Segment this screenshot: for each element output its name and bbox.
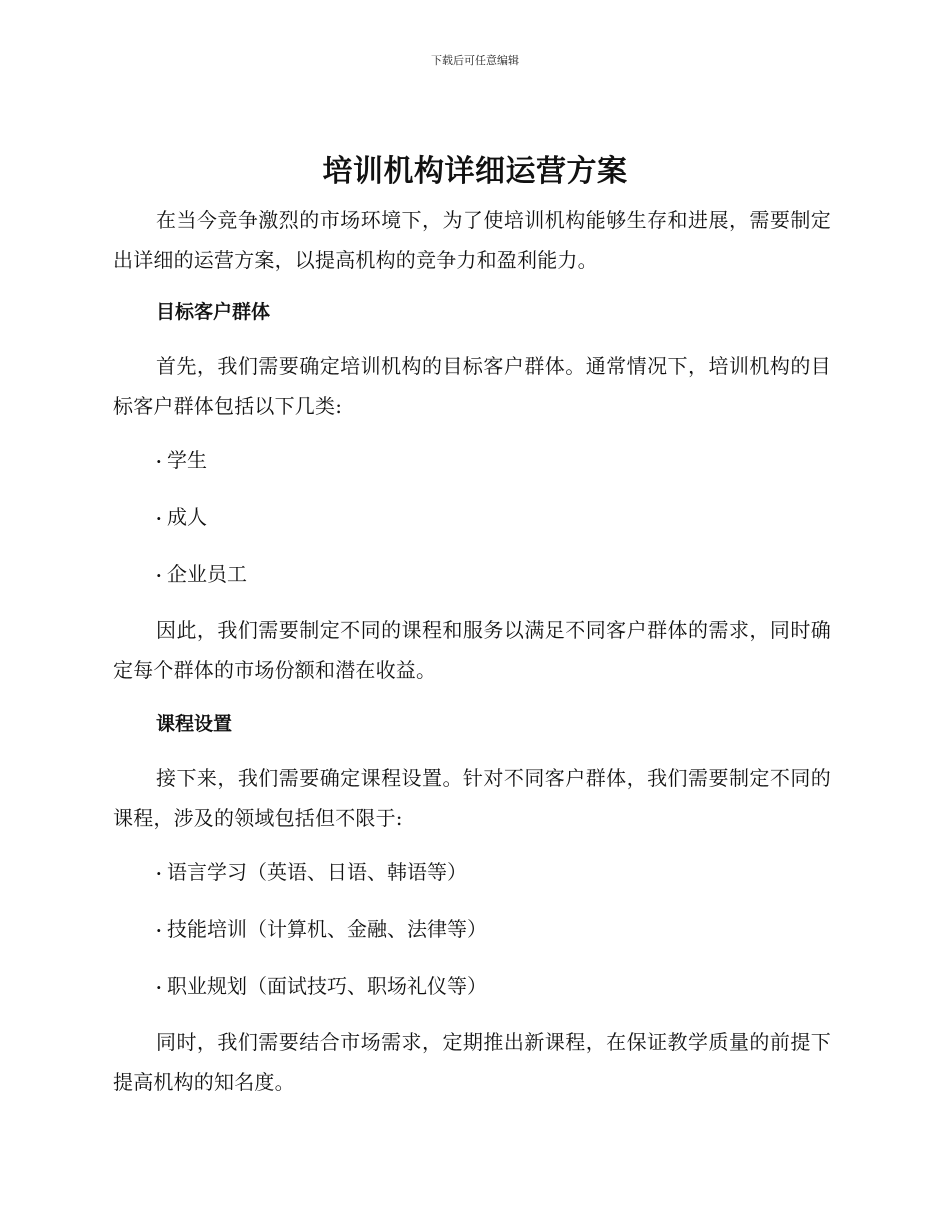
- list-item: [113, 909, 831, 951]
- section-heading-target-customers: 目标客户群体: [156, 301, 271, 323]
- list-item: [113, 440, 831, 482]
- page-header-note: 下载后可任意编辑: [431, 54, 519, 67]
- bullet-dot-icon: ·: [156, 509, 162, 528]
- bullet-dot-icon: ·: [156, 452, 162, 471]
- intro-paragraph: 在当今竞争激烈的市场环境下，为了使培训机构能够生存和进展，需要制定出详细的运营方案，以提高机构的竞争力和盈利能力。: [113, 208, 831, 272]
- list-item: [113, 497, 831, 539]
- list-item: [113, 966, 831, 1008]
- target-customers-paragraph: 首先，我们需要确定培训机构的目标客户群体。通常情况下，培训机构的目标客户群体包括以下几类:: [113, 354, 831, 418]
- list-item: [113, 554, 831, 596]
- target-customers-closing-paragraph: 因此，我们需要制定不同的课程和服务以满足不同客户群体的需求，同时确定每个群体的市场份额和潜在收益。: [113, 618, 831, 682]
- list-item: [113, 852, 831, 894]
- bullet-dot-icon: ·: [156, 978, 162, 997]
- bullet-dot-icon: ·: [156, 566, 162, 585]
- document-body: [113, 200, 831, 1102]
- list-item-text: 语言学习（英语、日语、韩语等）: [167, 860, 467, 884]
- section-heading-course-setup: 课程设置: [156, 713, 233, 735]
- list-item-text: 职业规划（面试技巧、职场礼仪等）: [167, 974, 487, 998]
- document-title: 培训机构详细运营方案: [322, 154, 628, 189]
- bullet-dot-icon: ·: [156, 864, 162, 883]
- list-item-text: 成人: [167, 505, 207, 529]
- course-setup-closing-paragraph: 同时，我们需要结合市场需求，定期推出新课程，在保证教学质量的前提下提高机构的知名度。: [113, 1030, 831, 1094]
- list-item-text: 学生: [167, 448, 207, 472]
- list-item-text: 企业员工: [167, 562, 247, 586]
- list-item-text: 技能培训（计算机、金融、法律等）: [167, 917, 487, 941]
- bullet-dot-icon: ·: [156, 921, 162, 940]
- course-setup-paragraph: 接下来，我们需要确定课程设置。针对不同客户群体，我们需要制定不同的课程，涉及的领域包括但不限于:: [113, 766, 831, 830]
- course-setup-list: [113, 852, 831, 1008]
- target-customers-list: [113, 440, 831, 596]
